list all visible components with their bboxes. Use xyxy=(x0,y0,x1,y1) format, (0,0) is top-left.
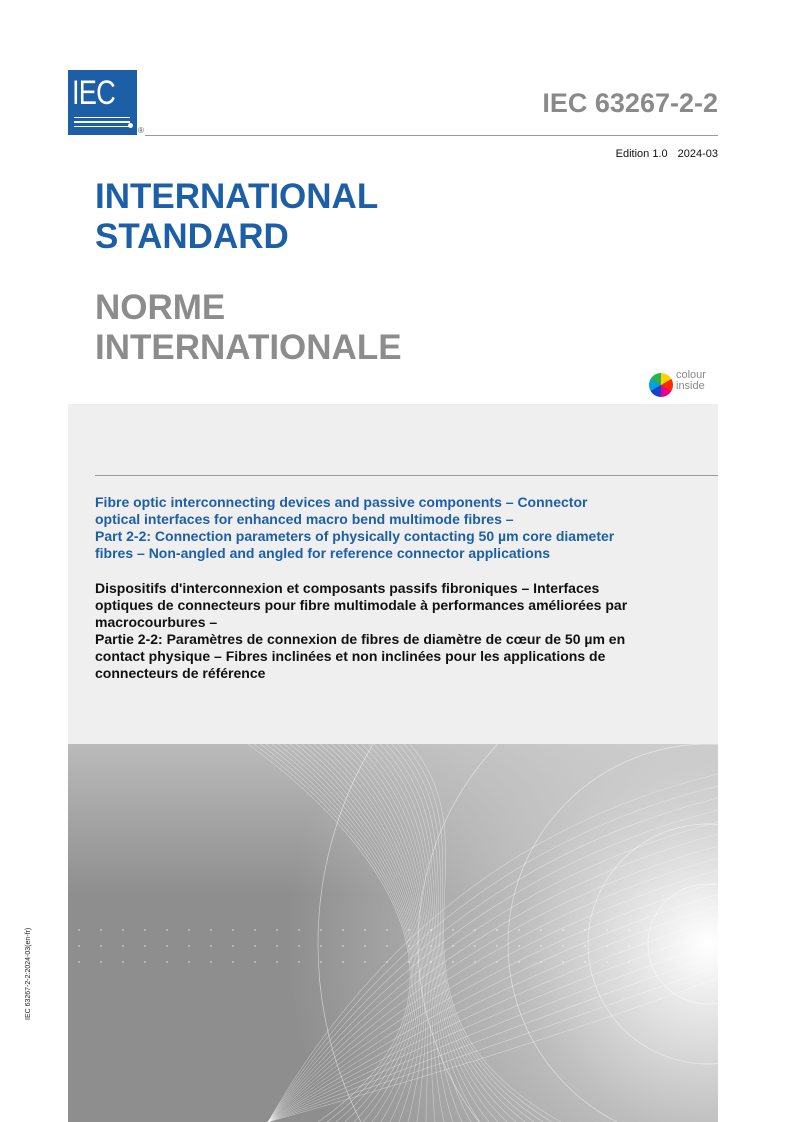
registered-mark: ® xyxy=(138,126,144,135)
colour-badge-line1: colour xyxy=(676,369,706,381)
title-french-line2: INTERNATIONALE xyxy=(95,328,402,367)
dot-pattern xyxy=(298,929,300,931)
dot-pattern xyxy=(232,929,234,931)
dot-pattern xyxy=(386,961,388,963)
dot-pattern xyxy=(210,945,212,947)
dot-pattern xyxy=(474,945,476,947)
title-french xyxy=(95,288,695,368)
subtitle-english xyxy=(95,494,695,562)
dot-pattern xyxy=(100,929,102,931)
dot-pattern xyxy=(100,945,102,947)
dot-pattern xyxy=(606,929,608,931)
dot-pattern xyxy=(298,945,300,947)
dot-pattern xyxy=(628,929,630,931)
panel-divider xyxy=(95,475,718,476)
dot-pattern xyxy=(496,945,498,947)
dot-pattern xyxy=(518,961,520,963)
dot-pattern xyxy=(254,961,256,963)
subtitle-french-line: contact physique – Fibres inclinées et non inclinées pour les applications de xyxy=(95,648,606,664)
edition-label: Edition 1.0 xyxy=(615,148,668,160)
title-english-line2: STANDARD xyxy=(95,217,289,256)
dot-pattern xyxy=(540,929,542,931)
dot-pattern xyxy=(122,961,124,963)
cover-artwork xyxy=(68,744,718,1122)
dot-pattern xyxy=(452,945,454,947)
dot-pattern xyxy=(606,945,608,947)
dot-pattern xyxy=(232,945,234,947)
dot-pattern xyxy=(166,945,168,947)
subtitle-french-line: Dispositifs d'interconnexion et composants passifs fibroniques – Interfaces xyxy=(95,580,600,596)
title-english-line1: INTERNATIONAL xyxy=(95,177,379,216)
dot-pattern xyxy=(474,961,476,963)
dot-pattern xyxy=(364,929,366,931)
dot-pattern xyxy=(100,961,102,963)
dot-pattern xyxy=(210,961,212,963)
subtitle-english-line: optical interfaces for enhanced macro bend multimode fibres – xyxy=(95,511,514,527)
dot-pattern xyxy=(584,961,586,963)
subtitle-french-line: optiques de connecteurs pour fibre multimodale à performances améliorées par xyxy=(95,597,628,613)
dot-pattern xyxy=(540,961,542,963)
dot-pattern xyxy=(78,945,80,947)
dot-pattern xyxy=(540,945,542,947)
dot-pattern xyxy=(518,929,520,931)
subtitle-french-line: macrocourbures – xyxy=(95,614,218,630)
header-divider xyxy=(145,135,718,136)
subtitle-english-line: fibres – Non-angled and angled for reference connector applications xyxy=(95,545,551,561)
dot-pattern xyxy=(628,945,630,947)
dot-pattern xyxy=(606,961,608,963)
dot-pattern xyxy=(496,929,498,931)
fibre-swirl-graphic xyxy=(68,744,718,1122)
dot-pattern xyxy=(254,945,256,947)
edition-info xyxy=(616,148,718,160)
dot-pattern xyxy=(386,929,388,931)
dot-pattern xyxy=(584,929,586,931)
dot-pattern xyxy=(364,961,366,963)
colour-badge-line2: inside xyxy=(676,380,705,392)
dot-pattern xyxy=(496,961,498,963)
dot-pattern xyxy=(320,929,322,931)
title-english xyxy=(95,177,695,257)
dot-pattern xyxy=(122,929,124,931)
dot-pattern xyxy=(188,929,190,931)
colour-inside-badge xyxy=(649,370,719,398)
subtitle-french-line: Partie 2-2: Paramètres de connexion de fibres de diamètre de cœur de 50 µm en xyxy=(95,631,626,647)
side-reference: IEC 63267-2-2:2024-03(en-fr) xyxy=(25,927,32,1020)
dot-pattern xyxy=(628,961,630,963)
dot-pattern xyxy=(562,929,564,931)
dot-pattern xyxy=(408,945,410,947)
logo-dot-icon xyxy=(128,123,133,128)
dot-pattern xyxy=(210,929,212,931)
dot-pattern xyxy=(474,929,476,931)
dot-pattern xyxy=(276,929,278,931)
dot-pattern xyxy=(320,945,322,947)
dot-pattern xyxy=(430,929,432,931)
dot-pattern xyxy=(584,945,586,947)
dot-pattern xyxy=(78,929,80,931)
dot-pattern xyxy=(562,961,564,963)
dot-pattern xyxy=(188,961,190,963)
dot-pattern xyxy=(254,929,256,931)
dot-pattern xyxy=(452,961,454,963)
dot-pattern xyxy=(232,961,234,963)
dot-pattern xyxy=(78,961,80,963)
dot-pattern xyxy=(144,929,146,931)
dot-pattern xyxy=(298,961,300,963)
standard-number: IEC 63267-2-2 xyxy=(542,88,718,118)
logo-text: IEC xyxy=(72,74,115,112)
dot-pattern xyxy=(166,961,168,963)
iec-logo xyxy=(68,70,137,135)
subtitle-english-line: Fibre optic interconnecting devices and passive components – Connector xyxy=(95,494,588,510)
title-french-line1: NORME xyxy=(95,288,226,327)
dot-pattern xyxy=(276,961,278,963)
logo-lines-icon xyxy=(74,114,130,128)
dot-pattern xyxy=(386,945,388,947)
subtitle-english-line: Part 2-2: Connection parameters of physically contacting 50 µm core diameter xyxy=(95,528,615,544)
title-panel xyxy=(68,404,718,744)
dot-pattern xyxy=(276,945,278,947)
dot-pattern xyxy=(144,945,146,947)
dot-pattern xyxy=(408,961,410,963)
dot-pattern xyxy=(342,929,344,931)
dot-pattern xyxy=(122,945,124,947)
dot-pattern xyxy=(320,961,322,963)
dot-pattern xyxy=(518,945,520,947)
dot-pattern xyxy=(166,929,168,931)
colour-wheel-icon xyxy=(649,373,673,397)
subtitle-french-line: connecteurs de référence xyxy=(95,665,266,681)
dot-pattern xyxy=(144,961,146,963)
dot-pattern xyxy=(562,945,564,947)
dot-pattern xyxy=(342,945,344,947)
dot-pattern xyxy=(430,961,432,963)
dot-pattern xyxy=(408,929,410,931)
colour-badge-text xyxy=(676,370,706,392)
edition-date: 2024-03 xyxy=(677,148,718,160)
subtitle-french xyxy=(95,580,715,682)
dot-pattern xyxy=(342,961,344,963)
dot-pattern xyxy=(452,929,454,931)
dot-pattern xyxy=(364,945,366,947)
dot-pattern xyxy=(430,945,432,947)
dot-pattern xyxy=(188,945,190,947)
